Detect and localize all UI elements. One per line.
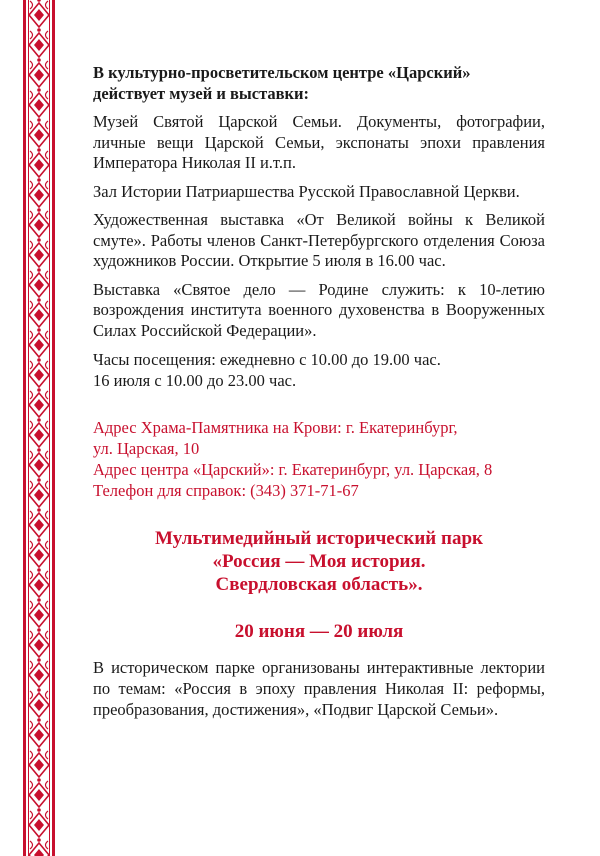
- park-title-line3: Свердловская область».: [215, 574, 423, 595]
- visiting-hours-july16: 16 июля с 10.00 до 23.00 час.: [93, 371, 297, 390]
- list-item-patriarchate-hall: Зал Истории Патриаршества Русской Православной Церкви.: [93, 181, 520, 201]
- ornament-border-icon: [22, 0, 56, 856]
- park-title-line2: «Россия — Моя история.: [212, 551, 426, 572]
- park-dates: 20 июня — 20 июля: [234, 621, 404, 642]
- visiting-hours: [93, 349, 545, 391]
- phone-number: Телефон для справок: (343) 371-71-67: [93, 481, 359, 500]
- temple-address-line1: Адрес Храма-Памятника на Крови: г. Екатеринбург,: [93, 418, 458, 437]
- park-title: [93, 527, 545, 596]
- contact-block: [93, 417, 545, 501]
- park-description: В историческом парке организованы интерактивные лектории по темам: «Россия в эпоху правления Николая II: реформы, преобразования, достижения», «Подвиг Царской Семьи».: [93, 658, 545, 719]
- temple-address-line2: ул. Царская, 10: [93, 439, 200, 458]
- document-body: [93, 62, 545, 720]
- list-item-clergy-exhibition: Выставка «Святое дело — Родине служить: к 10-летию возрождения института военного духовенства в Вооруженных Силах Российской Федерации».: [93, 279, 545, 340]
- park-title-line1: Мультимедийный исторический парк: [155, 528, 483, 549]
- intro-heading: В культурно-просветительском центре «Царский» действует музей и выставки:: [93, 63, 471, 103]
- center-address: Адрес центра «Царский»: г. Екатеринбург, ул. Царская, 8: [93, 460, 493, 479]
- list-item-museum: Музей Святой Царской Семьи. Документы, фотографии, личные вещи Царской Семьи, экспонаты эпохи правления Императора Николая II и.т.п.: [93, 112, 545, 172]
- visiting-hours-daily: Часы посещения: ежедневно с 10.00 до 19.00 час.: [93, 350, 441, 369]
- list-item-art-exhibition: Художественная выставка «От Великой войны к Великой смуте». Работы членов Санкт-Петербургского отделения Союза художников России. Открытие 5 июля в 16.00 час.: [93, 210, 545, 270]
